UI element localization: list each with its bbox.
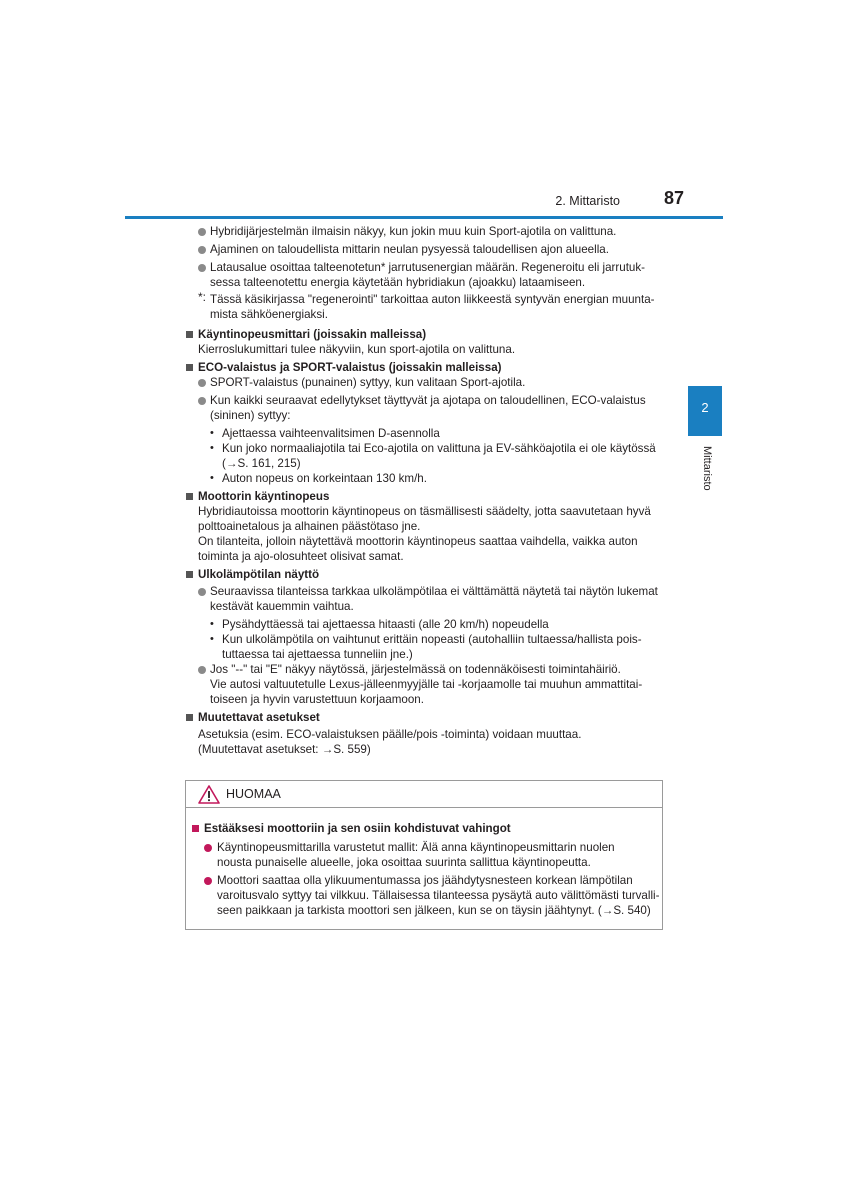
notice-item-text: Käyntinopeusmittarilla varustetut mallit: Älä anna käyntinopeusmittarin nuolen (217, 841, 615, 854)
paragraph: Kierroslukumittari tulee näkyviin, kun sport-ajotila on valittuna. (198, 343, 516, 356)
list-item (186, 260, 666, 275)
notice-title: HUOMAA (226, 787, 281, 801)
list-item-text: Seuraavissa tilanteissa tarkkaa ulkolämpötilaa ei välttämättä näytetä tai näytön lukemat (210, 585, 658, 598)
notice-square-icon (192, 825, 199, 832)
list-item (186, 224, 666, 239)
notice-heading-text: Estääksesi moottoriin ja sen osiin kohdistuvat vahingot (204, 822, 511, 835)
section-title: 2. Mittaristo (555, 194, 620, 208)
sub-list-item-text: Ajettaessa vaihteenvalitsimen D-asennolla (222, 427, 440, 440)
section-heading-text: Ulkolämpötilan näyttö (198, 568, 320, 581)
header-divider (125, 216, 723, 219)
notice-heading (190, 821, 660, 836)
bullet-icon (198, 666, 206, 674)
paragraph: Hybridiautoissa moottorin käyntinopeus on täsmällisesti säädelty, jotta saavutetaan hyvä (198, 505, 651, 518)
list-item (186, 393, 666, 408)
page-content (186, 224, 666, 757)
notice-list-item (190, 840, 660, 855)
list-item-text: SPORT-valaistus (punainen) syttyy, kun valitaan Sport-ajotila. (210, 376, 526, 389)
paragraph: On tilanteita, jolloin näytettävä moottorin käyntinopeus saattaa vaihdella, vaikka auton (198, 535, 638, 548)
sub-list-item-continuation: (→S. 161, 215) (222, 457, 301, 470)
paragraph: (Muutettavat asetukset: →S. 559) (198, 743, 371, 756)
list-item-continuation: kestävät kauemmin vaihtua. (210, 600, 354, 613)
notice-bullet-icon (204, 877, 212, 885)
section-square-icon (186, 493, 193, 500)
section-square-icon (186, 331, 193, 338)
list-item-text: Kun kaikki seuraavat edellytykset täyttyvät ja ajotapa on taloudellinen, ECO-valaistus (210, 394, 646, 407)
notice-bullet-icon (204, 844, 212, 852)
list-item-continuation: Vie autosi valtuutetulle Lexus-jälleenmyyjälle tai -korjaamolle tai muuhun ammattitai- (210, 678, 643, 691)
bullet-icon (198, 264, 206, 272)
notice-header (186, 781, 662, 808)
footnote-text: Tässä käsikirjassa "regenerointi" tarkoittaa auton liikkeestä syntyvän energian muunta- (210, 293, 655, 306)
section-heading-text: Moottorin käyntinopeus (198, 490, 330, 503)
sub-list-item (186, 426, 666, 441)
notice-item-continuation: varoitusvalo syttyy tai vilkkuu. Tällaisessa tilanteessa pysäytä auto välittömästi turvalli- (217, 889, 660, 902)
paragraph: Asetuksia (esim. ECO-valaistuksen päälle/pois -toiminta) voidaan muuttaa. (198, 728, 582, 741)
chapter-tab[interactable]: 2 (688, 386, 722, 436)
section-square-icon (186, 571, 193, 578)
notice-list-item (190, 873, 660, 888)
section-square-icon (186, 364, 193, 371)
sub-bullet-icon: • (210, 618, 214, 630)
list-item-text: Latausalue osoittaa talteenotetun* jarrutusenergian määrän. Regeneroitu eli jarrutuk- (210, 261, 646, 274)
list-item-continuation: (sininen) syttyy: (210, 409, 291, 422)
bullet-icon (198, 588, 206, 596)
paragraph: polttoainetalous ja alhainen päästötaso jne. (198, 520, 421, 533)
bullet-icon (198, 379, 206, 387)
list-item (186, 662, 666, 677)
section-heading (186, 710, 666, 725)
section-heading-text: ECO-valaistus ja SPORT-valaistus (joissakin malleissa) (198, 361, 502, 374)
sub-list-item-continuation: tuttaessa tai ajettaessa tunneliin jne.) (222, 648, 413, 661)
list-item-continuation: toiseen ja hyvin varustettuun korjaamoon. (210, 693, 424, 706)
sub-list-item (186, 441, 666, 456)
list-item-continuation: sessa talteenotettu energia käytetään hybridiakun (ajoakku) lataamiseen. (210, 276, 586, 289)
footnote-continuation: mista sähköenergiaksi. (210, 308, 328, 321)
section-heading (186, 567, 666, 582)
sub-bullet-icon: • (210, 442, 214, 454)
page-number: 87 (663, 188, 684, 208)
section-heading (186, 327, 666, 342)
footnote-mark: *: (198, 290, 207, 304)
paragraph: toiminta ja ajo-olosuhteet olisivat samat. (198, 550, 404, 563)
notice-item-text: Moottori saattaa olla ylikuumentumassa jos jäähdytysnesteen korkean lämpötilan (217, 874, 633, 887)
list-item-text: Hybridijärjestelmän ilmaisin näkyy, kun jokin muu kuin Sport-ajotila on valittuna. (210, 225, 617, 238)
section-heading (186, 489, 666, 504)
notice-box (185, 780, 663, 930)
warning-triangle-icon (198, 785, 220, 804)
bullet-icon (198, 246, 206, 254)
notice-body (190, 821, 660, 918)
sub-bullet-icon: • (210, 633, 214, 645)
list-item-text: Jos "--" tai "E" näkyy näytössä, järjestelmässä on todennäköisesti toimintahäiriö. (210, 663, 621, 676)
sub-list-item-text: Pysähdyttäessä tai ajettaessa hitaasti (alle 20 km/h) nopeudella (222, 618, 549, 631)
section-heading-text: Muutettavat asetukset (198, 711, 320, 724)
list-item (186, 375, 666, 390)
sub-list-item-text: Kun joko normaaliajotila tai Eco-ajotila on valittuna ja EV-sähköajotila ei ole käytössä (222, 442, 656, 455)
notice-item-continuation: nousta punaiselle alueelle, joka osoittaa suurinta sallittua käyntinopeutta. (217, 856, 591, 869)
sub-list-item (186, 471, 666, 486)
section-square-icon (186, 714, 193, 721)
sub-bullet-icon: • (210, 472, 214, 484)
list-item-text: Ajaminen on taloudellista mittarin neulan pysyessä taloudellisen ajon alueella. (210, 243, 609, 256)
notice-item-continuation: seen paikkaan ja tarkista moottori sen jälkeen, kun se on täysin jäähtynyt. (→S. 540) (217, 904, 651, 917)
footnote (186, 292, 666, 307)
section-heading-text: Käyntinopeusmittari (joissakin malleissa) (198, 328, 427, 341)
chapter-tab-label: Mittaristo (701, 446, 713, 491)
list-item (186, 584, 666, 599)
bullet-icon (198, 228, 206, 236)
list-item (186, 242, 666, 257)
sub-bullet-icon: • (210, 427, 214, 439)
sub-list-item-text: Kun ulkolämpötila on vaihtunut erittäin nopeasti (autohalliin tultaessa/hallista pois- (222, 633, 642, 646)
bullet-icon (198, 397, 206, 405)
section-heading (186, 360, 666, 375)
sub-list-item (186, 632, 666, 647)
sub-list-item-text: Auton nopeus on korkeintaan 130 km/h. (222, 472, 427, 485)
sub-list-item (186, 617, 666, 632)
